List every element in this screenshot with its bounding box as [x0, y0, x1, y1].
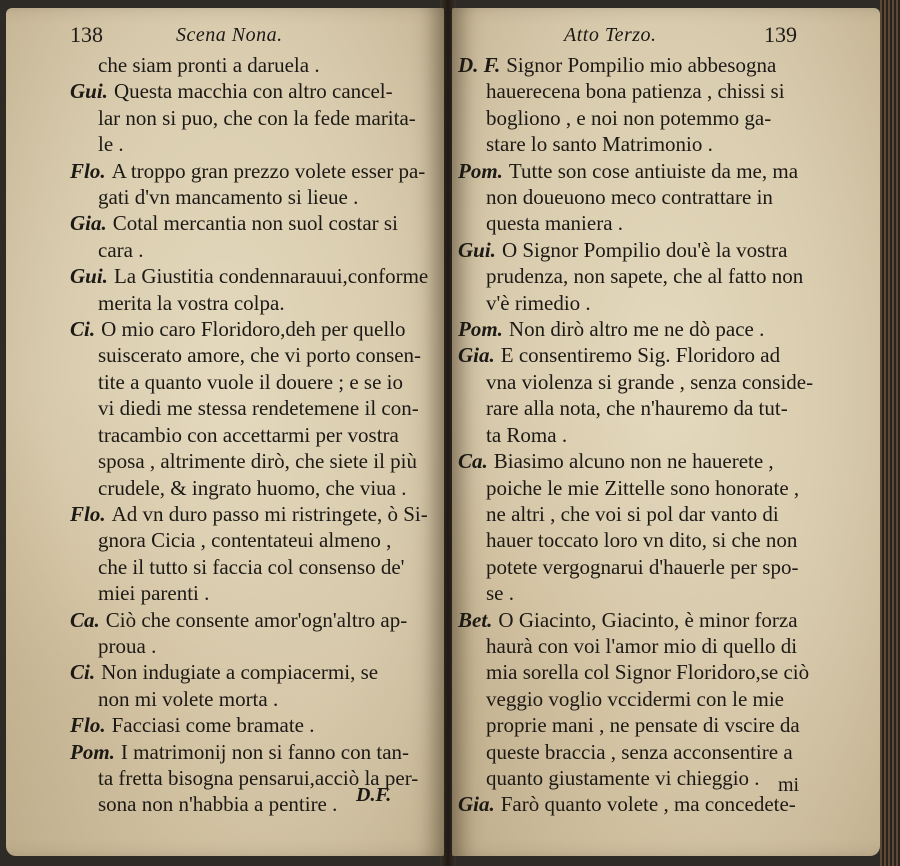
text-line [458, 633, 818, 659]
speaker-label: Gia. [70, 211, 107, 236]
text-line [70, 607, 430, 633]
line-text: Signor Pompilio mio abbesogna [506, 53, 777, 77]
speaker-label: Ci. [70, 317, 96, 342]
line-text: non doueuono meco contrattare in [486, 185, 773, 210]
line-text: suiscerato amore, che vi porto consen- [98, 343, 422, 368]
line-text: che il tutto si faccia col consenso de' [98, 554, 405, 579]
line-text: bogliono , e noi non potemmo ga- [486, 105, 772, 130]
text-line [70, 554, 430, 580]
line-text: mia sorella col Signor Floridoro,se ciò [486, 660, 810, 685]
line-text: quanto giustamente vi chieggio . [486, 765, 760, 790]
line-text: merita la vostra colpa. [98, 290, 285, 315]
speaker-label: Ca. [70, 607, 100, 632]
text-line [458, 448, 818, 474]
text-line [458, 554, 818, 580]
text-line [70, 369, 430, 395]
text-line [458, 316, 818, 342]
speaker-label: Gui. [70, 264, 108, 289]
text-line [458, 105, 818, 131]
left-page [6, 8, 444, 856]
speaker-label: Gia. [458, 792, 495, 817]
line-text: proprie mani , ne pensate di vscire da [486, 713, 800, 738]
line-text: haurà con voi l'amor mio di quello di [486, 633, 798, 658]
line-text: le . [98, 132, 124, 157]
text-line [70, 633, 430, 659]
line-text: tite a quanto vuole il douere ; e se io [98, 369, 403, 394]
text-line [70, 739, 430, 765]
line-text: poiche le mie Zittelle sono honorate , [486, 475, 800, 500]
text-line [70, 448, 430, 474]
line-text: I matrimonij non si fanno con tan- [120, 739, 410, 764]
catchword: mi [778, 774, 800, 796]
page-edges [880, 0, 900, 866]
text-line [70, 131, 430, 157]
line-text: crudele, & ingrato huomo, che viua . [98, 475, 407, 500]
line-text: Tutte son cose antiuiste da me, ma [508, 158, 799, 183]
line-text: sona non n'habbia a pentire . [98, 792, 338, 817]
text-line [70, 527, 430, 553]
text-line [70, 237, 430, 263]
text-line [458, 369, 818, 395]
speaker-label: Bet. [458, 607, 493, 632]
left-page-header [6, 22, 444, 56]
text-line [70, 184, 430, 210]
line-text: O mio caro Floridoro,deh per quello [101, 317, 406, 342]
line-text: hauer toccato loro vn dito, si che non [486, 528, 798, 553]
text-line [458, 263, 818, 289]
speaker-label: Pom. [70, 739, 115, 764]
text-line [70, 263, 430, 289]
text-line [70, 158, 430, 184]
speaker-label: Pom. [458, 158, 503, 183]
text-line [458, 131, 818, 157]
line-text: sposa , altrimente dirò, che siete il più [98, 449, 417, 474]
line-text: Non indugiate a compiacermi, se [101, 660, 379, 685]
speaker-label: Flo. [70, 158, 106, 183]
line-text: Ciò che consente amor'ogn'altro ap- [105, 607, 408, 632]
line-text: Farò quanto volete , ma concedete- [500, 792, 796, 817]
line-text: Non dirò altro me ne dò pace . [508, 317, 765, 342]
text-line [70, 501, 430, 527]
line-text: Facciasi come bramate . [111, 713, 315, 738]
line-text: E consentiremo Sig. Floridoro ad [500, 343, 781, 368]
text-line [70, 395, 430, 421]
text-line [458, 184, 818, 210]
line-text: rare alla nota, che n'hauremo da tut- [486, 396, 788, 421]
line-text: O Signor Pompilio dou'è la vostra [501, 237, 788, 262]
text-line [458, 52, 818, 78]
text-line [458, 527, 818, 553]
line-text: queste braccia , senza acconsentire a [486, 739, 793, 764]
line-text: stare lo santo Matrimonio . [486, 132, 713, 157]
text-line [458, 607, 818, 633]
line-text: A troppo gran prezzo volete esser pa- [111, 158, 426, 183]
speaker-label: Ca. [458, 449, 488, 474]
speaker-label: Gui. [458, 237, 496, 262]
running-title: Scena Nona. [176, 24, 283, 46]
page-number: 139 [764, 22, 797, 47]
right-page-text [458, 52, 818, 818]
text-line [458, 210, 818, 236]
line-text: non mi volete morta . [98, 686, 279, 711]
text-line [458, 712, 818, 738]
right-page [452, 8, 880, 856]
line-text: La Giustitia condennarauui,conforme [113, 264, 429, 289]
line-text: gnora Cicia , contentateui almeno , [98, 528, 392, 553]
page-number: 138 [70, 22, 103, 47]
line-text: v'è rimedio . [486, 290, 591, 315]
text-line [458, 290, 818, 316]
line-text: ta Roma . [486, 422, 568, 447]
text-line [458, 765, 818, 791]
line-text: ta fretta bisogna pensarui,acciò la per- [98, 765, 419, 790]
line-text: veggio voglio vccidermi con le mie [486, 686, 784, 711]
text-line [458, 342, 818, 368]
text-line [70, 342, 430, 368]
text-line [70, 316, 430, 342]
line-text: vna violenza si grande , senza conside- [486, 369, 814, 394]
text-line [70, 580, 430, 606]
line-text: O Giacinto, Giacinto, è minor forza [498, 607, 798, 632]
line-text: Questa macchia con altro cancel- [113, 79, 393, 104]
text-line [458, 739, 818, 765]
text-line [458, 422, 818, 448]
right-page-header [452, 22, 880, 56]
text-line [458, 659, 818, 685]
running-title: Atto Terzo. [564, 24, 657, 46]
speaker-label: Gui. [70, 79, 108, 104]
text-line [70, 105, 430, 131]
catchword: D.F. [356, 784, 392, 806]
text-line [458, 78, 818, 104]
text-line [458, 791, 818, 817]
speaker-label: D. F. [458, 53, 501, 77]
text-line [70, 52, 430, 78]
line-text: prudenza, non sapete, che al fatto non [486, 264, 804, 289]
line-text: questa maniera . [486, 211, 624, 236]
line-text: tracambio con accettarmi per vostra [98, 422, 399, 447]
text-line [458, 158, 818, 184]
line-text: hauerecena bona patienza , chissi si [486, 79, 785, 104]
text-line [70, 659, 430, 685]
text-line [458, 580, 818, 606]
line-text: Cotal mercantia non suol costar si [112, 211, 398, 236]
text-line [458, 475, 818, 501]
line-text: che siam pronti a daruela . [98, 53, 320, 77]
text-line [70, 422, 430, 448]
text-line [70, 686, 430, 712]
speaker-label: Flo. [70, 713, 106, 738]
text-line [70, 712, 430, 738]
text-line [458, 501, 818, 527]
text-line [458, 237, 818, 263]
speaker-label: Gia. [458, 343, 495, 368]
line-text: lar non si puo, che con la fede marita- [98, 105, 416, 130]
line-text: gati d'vn mancamento si lieue . [98, 185, 359, 210]
line-text: Biasimo alcuno non ne hauerete , [493, 449, 774, 474]
line-text: se . [486, 581, 514, 606]
speaker-label: Ci. [70, 660, 96, 685]
left-page-text [70, 52, 430, 818]
text-line [458, 395, 818, 421]
text-line [70, 290, 430, 316]
text-line [70, 210, 430, 236]
text-line [70, 78, 430, 104]
speaker-label: Pom. [458, 317, 503, 342]
line-text: Ad vn duro passo mi ristringete, ò Si- [111, 501, 428, 526]
speaker-label: Flo. [70, 501, 106, 526]
text-line [458, 686, 818, 712]
line-text: ne altri , che voi si pol dar vanto di [486, 501, 779, 526]
line-text: potete vergognarui d'hauerle per spo- [486, 554, 799, 579]
line-text: miei parenti . [98, 581, 210, 606]
line-text: cara . [98, 237, 144, 262]
line-text: vi diedi me stessa rendetemene il con- [98, 396, 419, 421]
text-line [70, 475, 430, 501]
line-text: proua . [98, 633, 157, 658]
